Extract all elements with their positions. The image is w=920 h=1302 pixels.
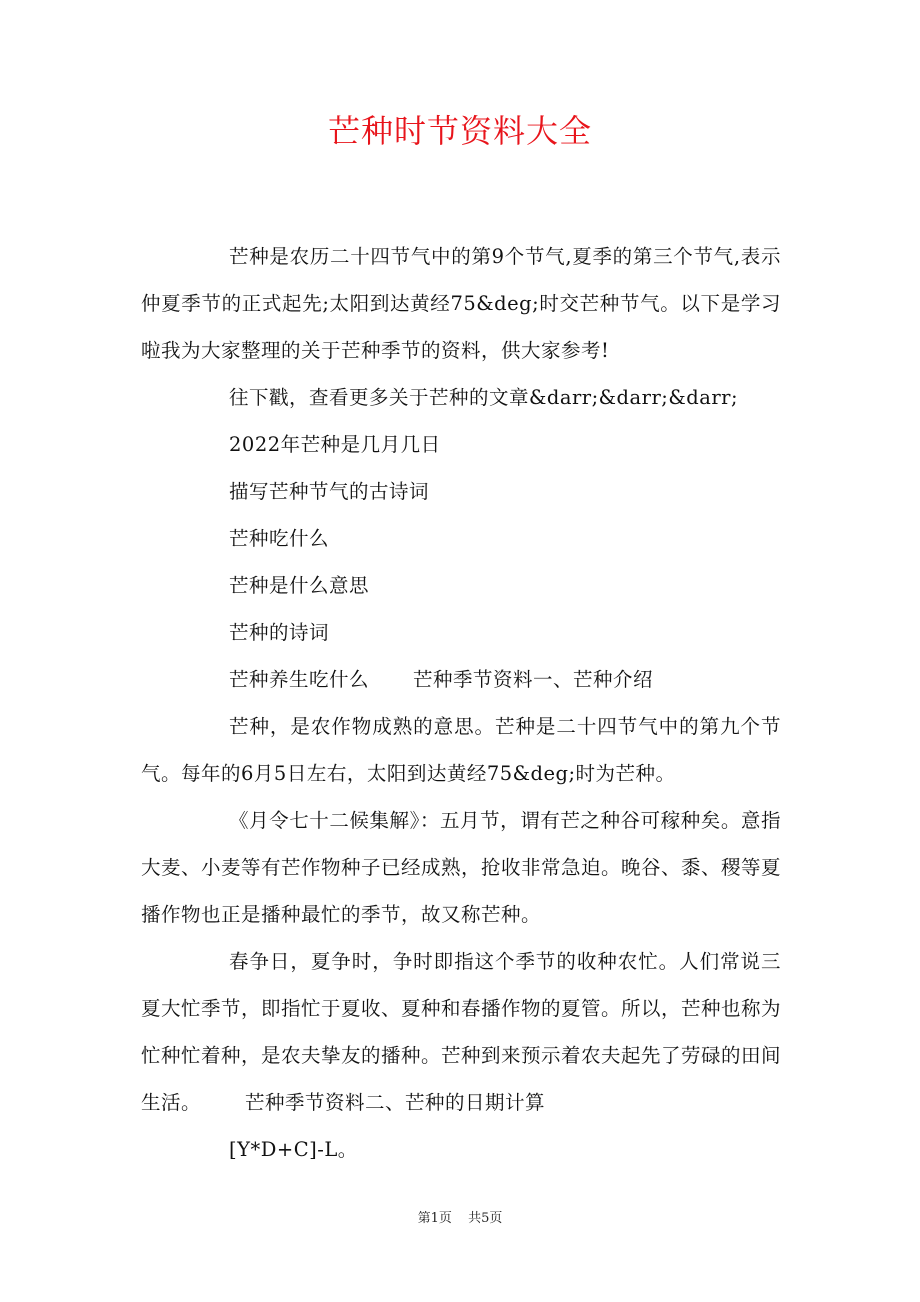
- page-total: 共5页: [468, 1211, 503, 1226]
- section-line: [141, 656, 781, 703]
- article-link-verses[interactable]: 芒种的诗词: [229, 621, 330, 644]
- page-footer: [0, 1207, 920, 1226]
- article-link-health[interactable]: 芒种养生吃什么: [229, 668, 370, 691]
- section-heading-two: 芒种季节资料二、芒种的日期计算: [245, 1091, 546, 1114]
- more-articles-line: 往下戳，查看更多关于芒种的文章&darr;&darr;&darr;: [229, 386, 739, 409]
- yueling-paragraph: 《月令七十二候集解》：五月节，谓有芒之种谷可稼种矣。意指大麦、小麦等有芒作物种子已经成熟，抢收非常急迫。晚谷、黍、稷等夏播作物也正是播种最忙的季节，故又称芒种。: [141, 809, 782, 926]
- formula-line: [Y*D+C]-L。: [229, 1138, 358, 1161]
- busy-season-paragraph: [141, 938, 781, 1126]
- intro-paragraph: 芒种是农历二十四节气中的第9个节气,夏季的第三个节气,表示仲夏季节的正式起先;太阳到达黄经75&deg;时交芒种节气。以下是学习啦我为大家整理的关于芒种季节的资料，供大家参考!: [141, 245, 781, 362]
- intro-mangzhong-paragraph: 芒种，是农作物成熟的意思。芒种是二十四节气中的第九个节气。每年的6月5日左右，太阳到达黄经75&deg;时为芒种。: [141, 715, 781, 785]
- page-number: 第1页: [417, 1211, 452, 1226]
- article-link-date[interactable]: 2022年芒种是几月几日: [229, 433, 441, 456]
- section-heading-one: 芒种季节资料一、芒种介绍: [413, 668, 654, 691]
- busy-season-text: 春争日，夏争时，争时即指这个季节的收种农忙。人们常说三夏大忙季节，即指忙于夏收、夏种和春播作物的夏管。所以，芒种也称为忙种忙着种，是农夫挚友的播种。芒种到来预示着农夫起先了劳碌的田间生活。: [141, 950, 782, 1114]
- document-body: [141, 233, 781, 1173]
- article-link-meaning[interactable]: 芒种是什么意思: [229, 574, 370, 597]
- article-link-poems[interactable]: 描写芒种节气的古诗词: [229, 480, 430, 503]
- page-title: 芒种时节资料大全: [327, 112, 592, 150]
- article-link-food[interactable]: 芒种吃什么: [229, 527, 330, 550]
